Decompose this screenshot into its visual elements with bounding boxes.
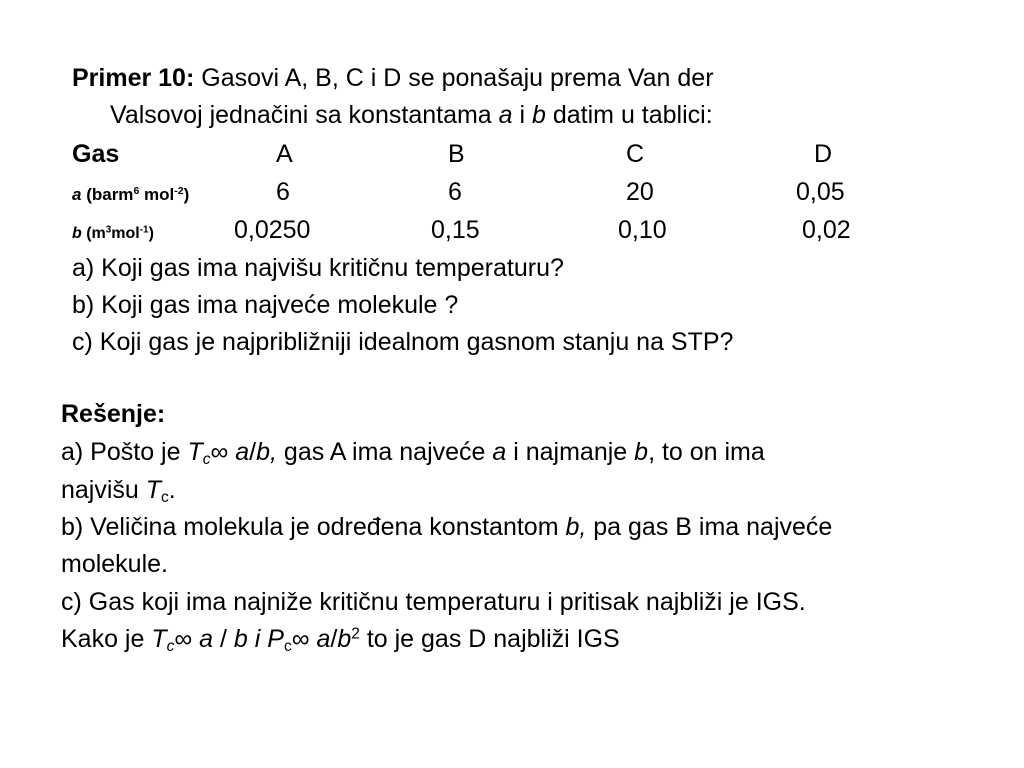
- table-cell-b-C: 0,10: [618, 216, 667, 244]
- table-header-gas-c: C: [626, 140, 645, 168]
- solution-a-line-1: a) Pošto je $T_c\infty$ a/b, gas A ima najveće a i najmanje b, to on ima: [61, 438, 765, 468]
- question-a: a) Koji gas ima najvišu kritičnu temperaturu?: [72, 254, 564, 282]
- row-b-symbol: b: [72, 225, 82, 242]
- table-cell-a-C: 20: [626, 178, 654, 206]
- table-header-gas-a: A: [276, 140, 293, 168]
- question-b: b) Koji gas ima najveće molekule ?: [72, 291, 459, 319]
- problem-line-1: [72, 63, 714, 93]
- symbol-b: b: [532, 101, 546, 129]
- table-cell-b-A: 0,0250: [234, 216, 311, 244]
- problem-intro-2b: datim u tablici:: [545, 101, 713, 129]
- symbol-a: a: [498, 101, 513, 129]
- table-header-gas-d: D: [814, 140, 833, 168]
- table-row-a-label: [72, 177, 189, 210]
- problem-intro-2a: Valsovoj jednačini sa konstantama: [110, 101, 499, 129]
- problem-label: Primer 10:: [72, 64, 195, 92]
- table-row-b-label: [72, 215, 154, 249]
- symbol-T: T: [187, 438, 203, 466]
- problem-line-2: [110, 100, 713, 130]
- table-header-gas-b: B: [448, 140, 465, 168]
- table-cell-b-B: 0,15: [431, 216, 480, 244]
- problem-and: i: [512, 101, 533, 129]
- table-cell-b-D: 0,02: [802, 216, 851, 244]
- table-header-gas: Gas: [72, 140, 120, 168]
- solution-c-line-2: Kako je $T_c\infty$ a / b i $P_c\infty$ $a/b^2$ to je gas D najbliži IGS: [61, 625, 620, 655]
- table-cell-a-D: 0,05: [796, 178, 845, 206]
- solution-b-line-2: molekule.: [61, 550, 168, 578]
- row-a-unit: (barm$^6$ mol$^{-2}$): [81, 185, 190, 204]
- proportional-symbol: ∞: [210, 438, 236, 466]
- problem-intro-1: Gasovi A, B, C i D se ponašaju prema Van der: [194, 64, 714, 92]
- question-c: c) Koji gas je najpribližniji idealnom gasnom stanju na STP?: [72, 328, 734, 356]
- row-b-unit: $(m^3mol^{-1})$: [81, 224, 154, 242]
- table-cell-a-B: 6: [448, 178, 462, 206]
- solution-title: Rešenje:: [61, 400, 166, 428]
- solution-a-line-2: najvišu $T_c$.: [61, 476, 176, 506]
- solution-c-line-1: c) Gas koji ima najniže kritičnu temperaturu i pritisak najbliži je IGS.: [61, 588, 806, 616]
- solution-b-line-1: b) Veličina molekula je određena konstantom b, pa gas B ima najveće: [61, 513, 833, 541]
- table-cell-a-A: 6: [276, 178, 290, 206]
- row-a-symbol: a: [72, 185, 82, 204]
